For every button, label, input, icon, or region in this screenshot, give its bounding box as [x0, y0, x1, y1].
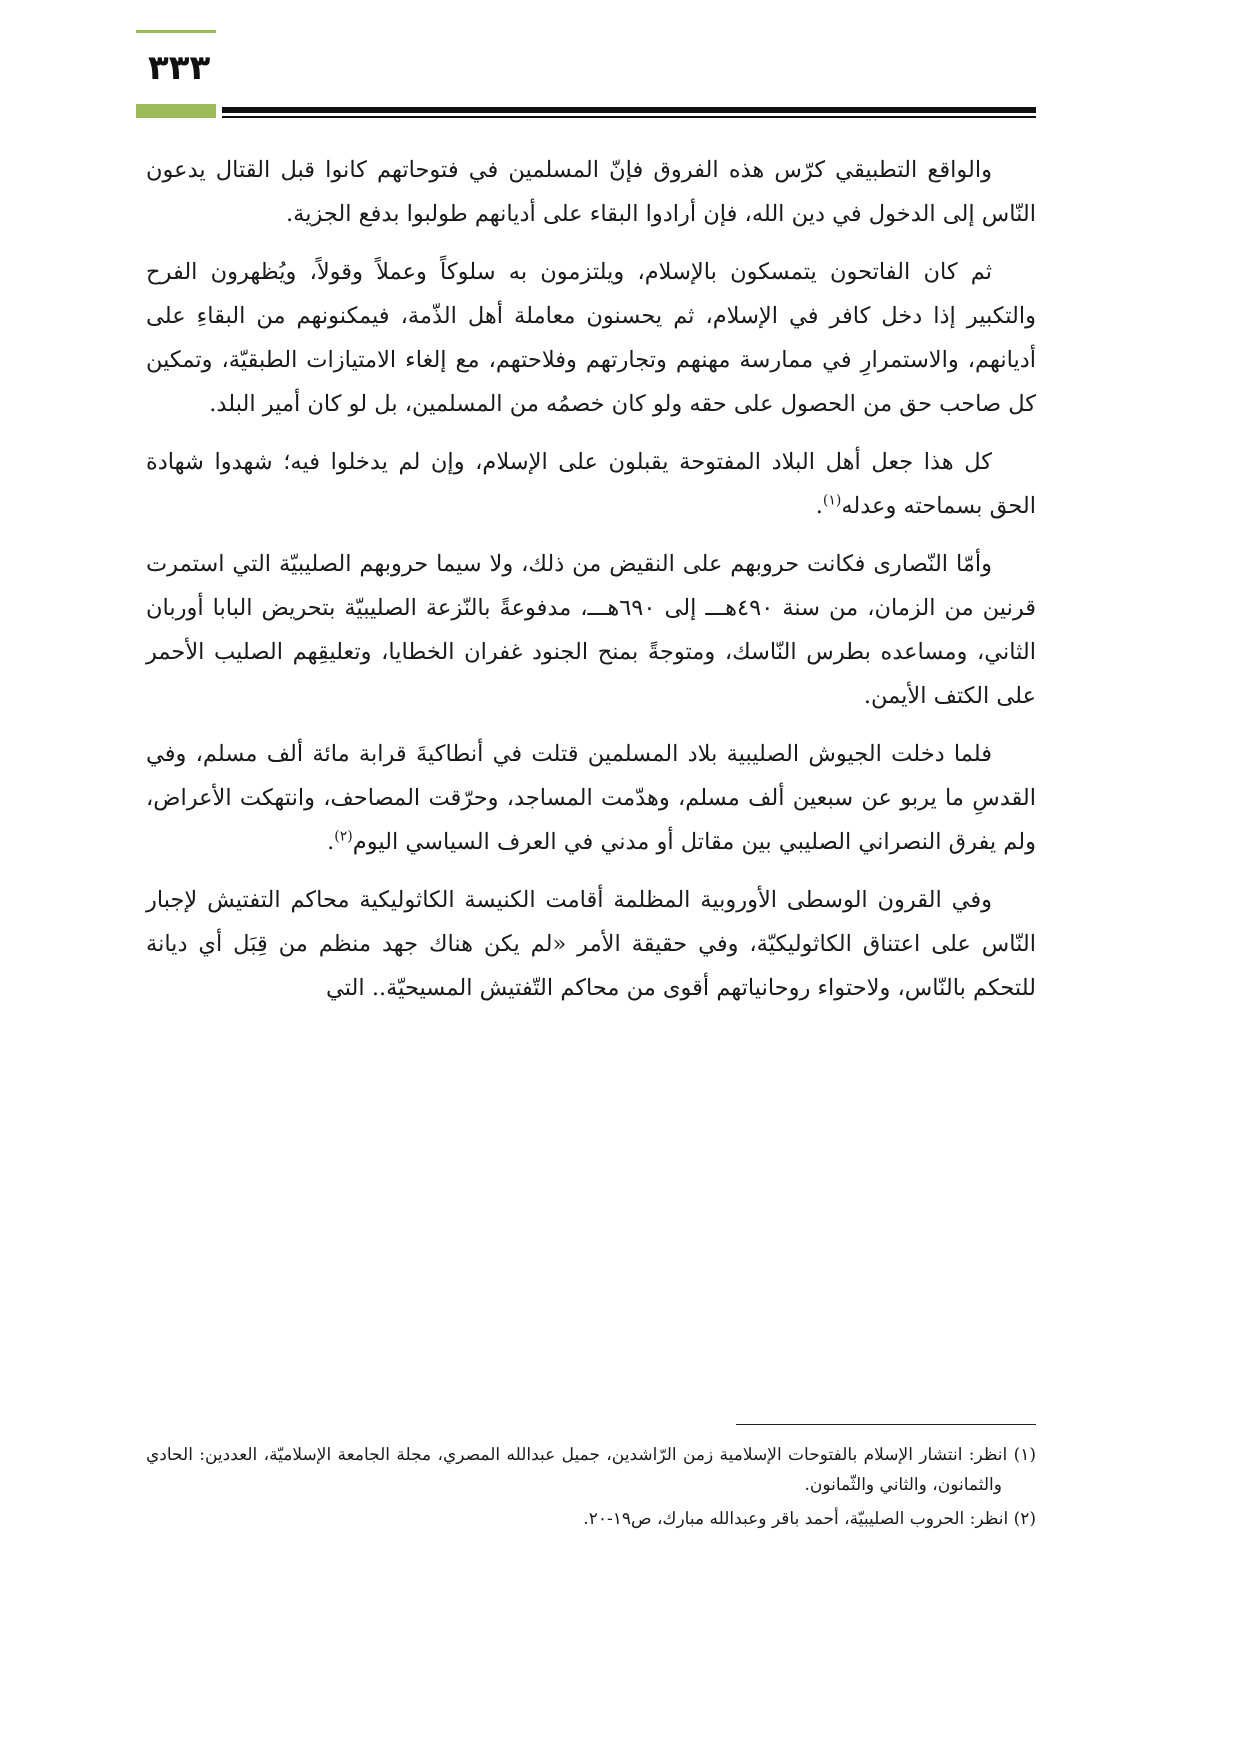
header-rule-thin — [222, 116, 1036, 118]
paragraph-6 — [146, 878, 1036, 1010]
footnotes — [146, 1440, 1036, 1538]
paragraph-text: وفي القرون الوسطى الأوروبية المظلمة أقامت الكنيسة الكاثوليكية محاكم التفتيش لإجبار النّاس على اعتناق الكاثوليكيّة، وفي حقيقة الأمر «لم يكن هناك جهد منظم من قِبَل أي ديانة للتحكم بالنّاس، ولاحتواء روحانياتهم أقوى من محاكم التّفتيش المسيحيّة.. التي — [146, 887, 1036, 1001]
page-number: ٣٣٣ — [148, 48, 211, 88]
footnote-1: (١) انظر: انتشار الإسلام بالفتوحات الإسلامية زمن الرّاشدين، جميل عبدالله المصري، مجلة الجامعة الإسلاميّة، العددين: الحادي والثمانون، والثاني والثّمانون. — [146, 1445, 1036, 1495]
paragraph-text: وأمّا النّصارى فكانت حروبهم على النقيض من ذلك، ولا سيما حروبهم الصليبيّة التي استمرت قرنين من الزمان، من سنة ٤٩٠هـــ إلى ٦٩٠هـــ، مدفوعةً بالنّزعة الصليبيّة بتحريض البابا أوربان الثاني، ومساعده بطرس النّاسك، ومتوجةً بمنح الجنود غفران الخطايا، وتعليقِهم الصليب الأحمر على الكتف الأيمن. — [146, 551, 1037, 709]
footnote-ref-1[interactable]: (١) — [822, 492, 842, 509]
paragraph-text: والواقع التطبيقي كرّس هذه الفروق فإنّ المسلمين في فتوحاتهم كانوا قبل القتال يدعون النّاس إلى الدخول في دين الله، فإن أرادوا البقاء على أديانهم طولبوا بدفع الجزية. — [146, 157, 1036, 227]
header-rule-thick — [222, 107, 1036, 113]
paragraph-1 — [146, 148, 1036, 236]
paragraph-2 — [146, 250, 1036, 426]
paragraph-3 — [146, 440, 1036, 528]
paragraph-text: ثم كان الفاتحون يتمسكون بالإسلام، ويلتزمون به سلوكاً وعملاً وقولاً، ويُظهرون الفرح والتكبير إذا دخل كافر في الإسلام، ثم يحسنون معاملة أهل الذّمة، فيمكنونهم من البقاءِ على أديانهم، والاستمرارِ في ممارسة مهنهم وتجارتهم وفلاحتهم، مع إلغاء الامتيازات الطبقيّة، وتمكين كل صاحب حق من الحصول على حقه ولو كان خصمُه من المسلمين، بل لو كان أمير البلد. — [146, 259, 1036, 417]
paragraph-text: كل هذا جعل أهل البلاد المفتوحة يقبلون على الإسلام، وإن لم يدخلوا فيه؛ شهدوا شهادة الحق بسماحته وعدله — [146, 449, 1036, 519]
paragraph-5 — [146, 732, 1036, 864]
green-top-accent — [136, 30, 216, 33]
footnote-ref-2[interactable]: (٢) — [334, 828, 353, 845]
paragraph-text: فلما دخلت الجيوش الصليبية بلاد المسلمين قتلت في أنطاكيةَ قرابة مائة ألف مسلم، وفي القدسِ ما يربو عن سبعين ألف مسلم، وهدّمت المساجد، وحرّقت المصاحف، وانتهكت الأعراض، ولم يفرق النصراني الصليبي بين مقاتل أو مدني في العرف السياسي اليوم — [146, 741, 1036, 855]
green-header-block — [136, 104, 216, 118]
footnote-separator — [736, 1424, 1036, 1425]
footnote-2: (٢) انظر: الحروب الصليبيّة، أحمد باقر وعبدالله مبارك، ص١٩-٢٠. — [583, 1509, 1036, 1529]
paragraph-4 — [146, 542, 1036, 718]
paragraph-end-punct: . — [327, 829, 335, 855]
body-text — [146, 148, 1036, 1010]
paragraph-end-punct: . — [815, 493, 823, 519]
